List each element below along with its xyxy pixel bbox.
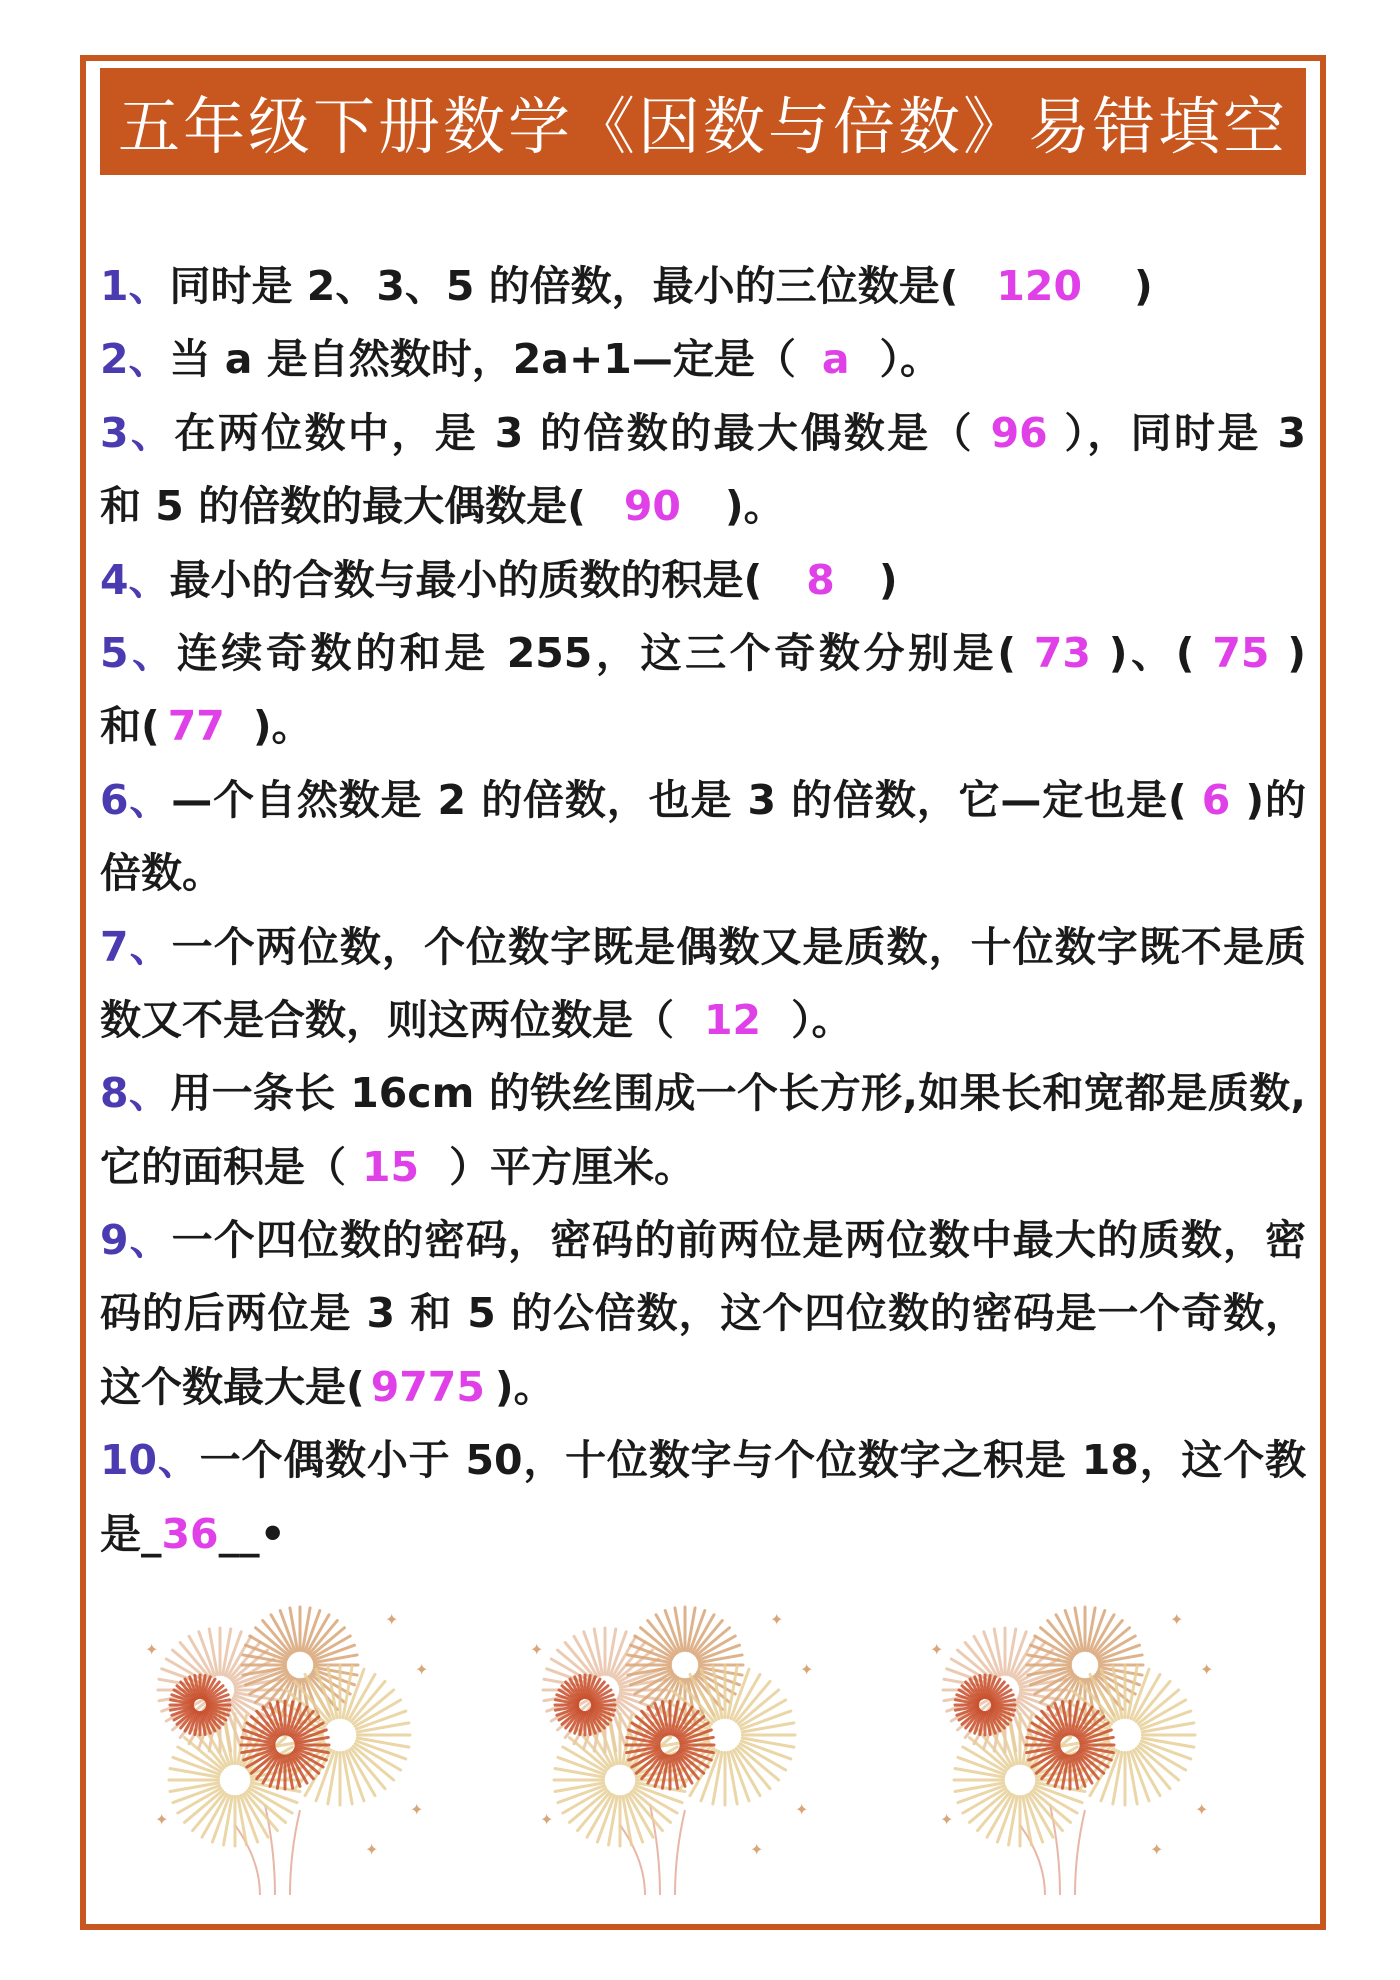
answer: a bbox=[821, 335, 850, 384]
question-number: 5、 bbox=[100, 628, 177, 677]
question-1: 1、同时是 2、3、5 的倍数，最小的三位数是( 120 ) bbox=[100, 262, 1153, 310]
svg-text:✦: ✦ bbox=[750, 1840, 764, 1859]
answer: 120 bbox=[996, 262, 1082, 310]
svg-text:✦: ✦ bbox=[1150, 1840, 1164, 1859]
svg-text:✦: ✦ bbox=[530, 1640, 544, 1659]
question-number: 3、 bbox=[100, 408, 175, 457]
answer: 73 bbox=[1033, 628, 1091, 677]
question-number: 8、 bbox=[100, 1069, 171, 1118]
question-10-line-1: 10、一个偶数小于 50，十位数字与个位数字之积是 18，这个教 bbox=[100, 1436, 1306, 1485]
question-7-line-1: 7、一个两位数，个位数字既是偶数又是质数，十位数字既不是质 bbox=[100, 922, 1306, 971]
question-9-line-1: 9、一个四位数的密码，密码的前两位是两位数中最大的质数，密 bbox=[100, 1216, 1306, 1265]
answer: 77 bbox=[167, 702, 225, 751]
question-3-line-1: 3、在两位数中，是 3 的倍数的最大偶数是（ 96 ），同时是 3 bbox=[100, 408, 1306, 457]
svg-text:✦: ✦ bbox=[1200, 1660, 1214, 1679]
question-5-line-1: 5、连续奇数的和是 255，这三个奇数分别是( 73 )、( 75 ) bbox=[100, 628, 1306, 677]
question-6-line-1: 6、—个自然数是 2 的倍数，也是 3 的倍数，它—定也是( 6 )的 bbox=[100, 775, 1306, 824]
question-number: 9、 bbox=[100, 1216, 172, 1265]
svg-text:✦: ✦ bbox=[385, 1610, 399, 1629]
question-10-line-2: 是_36__• bbox=[100, 1509, 286, 1558]
answer: 96 bbox=[990, 408, 1048, 457]
question-3-line-2: 和 5 的倍数的最大偶数是( 90 )。 bbox=[100, 482, 785, 531]
page-title: 五年级下册数学《因数与倍数》易错填空 bbox=[117, 90, 1288, 163]
svg-text:✦: ✦ bbox=[1195, 1800, 1209, 1819]
question-5-line-2: 和( 77 )。 bbox=[100, 702, 313, 751]
question-4: 4、最小的合数与最小的质数的积是( 8 ) bbox=[100, 555, 898, 604]
question-8-line-2: 它的面积是（ 15 ）平方厘米。 bbox=[100, 1142, 696, 1191]
fireworks-icon bbox=[125, 1595, 445, 1915]
question-2: 2、当 a 是自然数时，2a+1—定是（ a ）。 bbox=[100, 335, 941, 384]
answer: 75 bbox=[1212, 628, 1270, 677]
fireworks-icon bbox=[510, 1595, 830, 1915]
question-number: 6、 bbox=[100, 775, 172, 824]
answer: 15 bbox=[362, 1142, 420, 1191]
question-number: 7、 bbox=[100, 922, 172, 971]
question-8-line-1: 8、用一条长 16cm 的铁丝围成一个长方形,如果长和宽都是质数, bbox=[100, 1069, 1306, 1118]
svg-text:✦: ✦ bbox=[800, 1660, 814, 1679]
question-list bbox=[100, 250, 1306, 1571]
svg-text:✦: ✦ bbox=[410, 1800, 424, 1819]
svg-text:✦: ✦ bbox=[415, 1660, 429, 1679]
question-number: 1、 bbox=[100, 262, 170, 310]
svg-text:✦: ✦ bbox=[155, 1810, 169, 1829]
question-number: 10、 bbox=[100, 1436, 200, 1485]
svg-text:✦: ✦ bbox=[770, 1610, 784, 1629]
svg-text:✦: ✦ bbox=[930, 1640, 944, 1659]
answer: 36 bbox=[161, 1509, 219, 1558]
answer: 90 bbox=[623, 482, 681, 531]
answer: 8 bbox=[806, 555, 835, 604]
svg-text:✦: ✦ bbox=[795, 1800, 809, 1819]
answer: 6 bbox=[1201, 775, 1231, 824]
question-9-line-2: 码的后两位是 3 和 5 的公倍数，这个四位数的密码是一个奇数， bbox=[100, 1289, 1306, 1338]
question-6-line-2: 倍数。 bbox=[100, 849, 223, 898]
svg-text:✦: ✦ bbox=[365, 1840, 379, 1859]
svg-text:✦: ✦ bbox=[540, 1810, 554, 1829]
answer: 12 bbox=[704, 995, 762, 1044]
answer: 9775 bbox=[370, 1362, 485, 1411]
question-7-line-2: 数又不是合数，则这两位数是（ 12 ）。 bbox=[100, 995, 853, 1044]
question-number: 2、 bbox=[100, 335, 170, 384]
svg-text:✦: ✦ bbox=[1170, 1610, 1184, 1629]
title-banner bbox=[100, 68, 1306, 175]
fireworks-icon bbox=[910, 1595, 1230, 1915]
question-9-line-3: 这个数最大是( 9775 )。 bbox=[100, 1362, 555, 1411]
svg-text:✦: ✦ bbox=[940, 1810, 954, 1829]
question-number: 4、 bbox=[100, 555, 170, 604]
svg-text:✦: ✦ bbox=[145, 1640, 159, 1659]
